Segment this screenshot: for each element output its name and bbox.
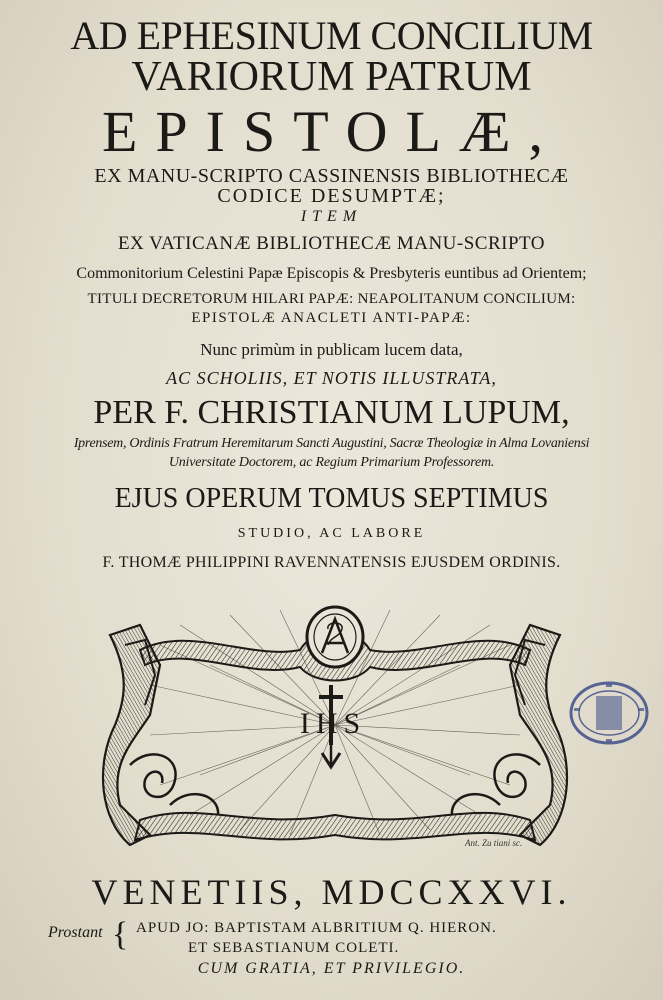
tituli-line: TITULI DECRETORUM HILARI PAPÆ: NEAPOLITANUM CONCILIUM: (87, 291, 576, 307)
ihs-monogram: IHS (299, 707, 367, 740)
engraver-signature: Ant. Zu tiani sc. (465, 838, 523, 848)
vatican-line: EX VATICANÆ BIBLIOTHECÆ MANU-SCRIPTO (117, 233, 546, 254)
author-desc-line-2: Universitate Doctorem, ac Regium Primarium Professorem. (168, 455, 495, 470)
subtitle-line-2: CODICE DESUMPTÆ; (217, 185, 446, 207)
epistolae-line: EPISTOLÆ ANACLETI ANTI-PAPÆ: (191, 310, 472, 326)
prostant-label: Prostant (48, 924, 103, 941)
author-line: PER F. CHRISTIANUM LUPUM, (93, 394, 570, 431)
privilege-line: CUM GRATIA, ET PRIVILEGIO. (197, 960, 466, 977)
commonitorium-line: Commonitorium Celestini Papæ Episcopis & Presbyteris euntibus ad Orientem; (76, 265, 587, 282)
publisher-line-1: APUD JO: BAPTISTAM ALBRITIUM Q. HIERON. (136, 920, 497, 936)
title-line-3: EPISTOLÆ, (101, 99, 562, 164)
library-stamp (566, 678, 656, 748)
brace-ornament: { (112, 916, 129, 953)
imprint-block (48, 916, 588, 958)
author-desc-line-1: Iprensem, Ordinis Fratrum Heremitarum Sancti Augustini, Sacræ Theologiæ in Alma Lovaniensi (73, 436, 590, 451)
title-line-1: AD EPHESINUM CONCILIUM (70, 13, 593, 58)
publisher-line-2: ET SEBASTIANUM COLETI. (188, 940, 400, 956)
volume-line: EJUS OPERUM TOMUS SEPTIMUS (114, 483, 549, 514)
ihs-vignette-engraving (100, 605, 570, 850)
editor-line: F. THOMÆ PHILIPPINI RAVENNATENSIS EJUSDEM ORDINIS. (102, 554, 561, 571)
city-date-line: VENETIIS, MDCCXXVI. (91, 872, 572, 912)
subtitle-line-1: EX MANU-SCRIPTO CASSINENSIS BIBLIOTHECÆ (94, 165, 569, 187)
title-line-2: VARIORUM PATRUM (131, 54, 532, 100)
item-heading: ITEM (300, 208, 363, 225)
scholiis-line: AC SCHOLIIS, ET NOTIS ILLUSTRATA, (166, 368, 497, 388)
nunc-line: Nunc primùm in publicam lucem data, (200, 340, 463, 359)
studio-line: STUDIO, AC LABORE (237, 526, 426, 541)
